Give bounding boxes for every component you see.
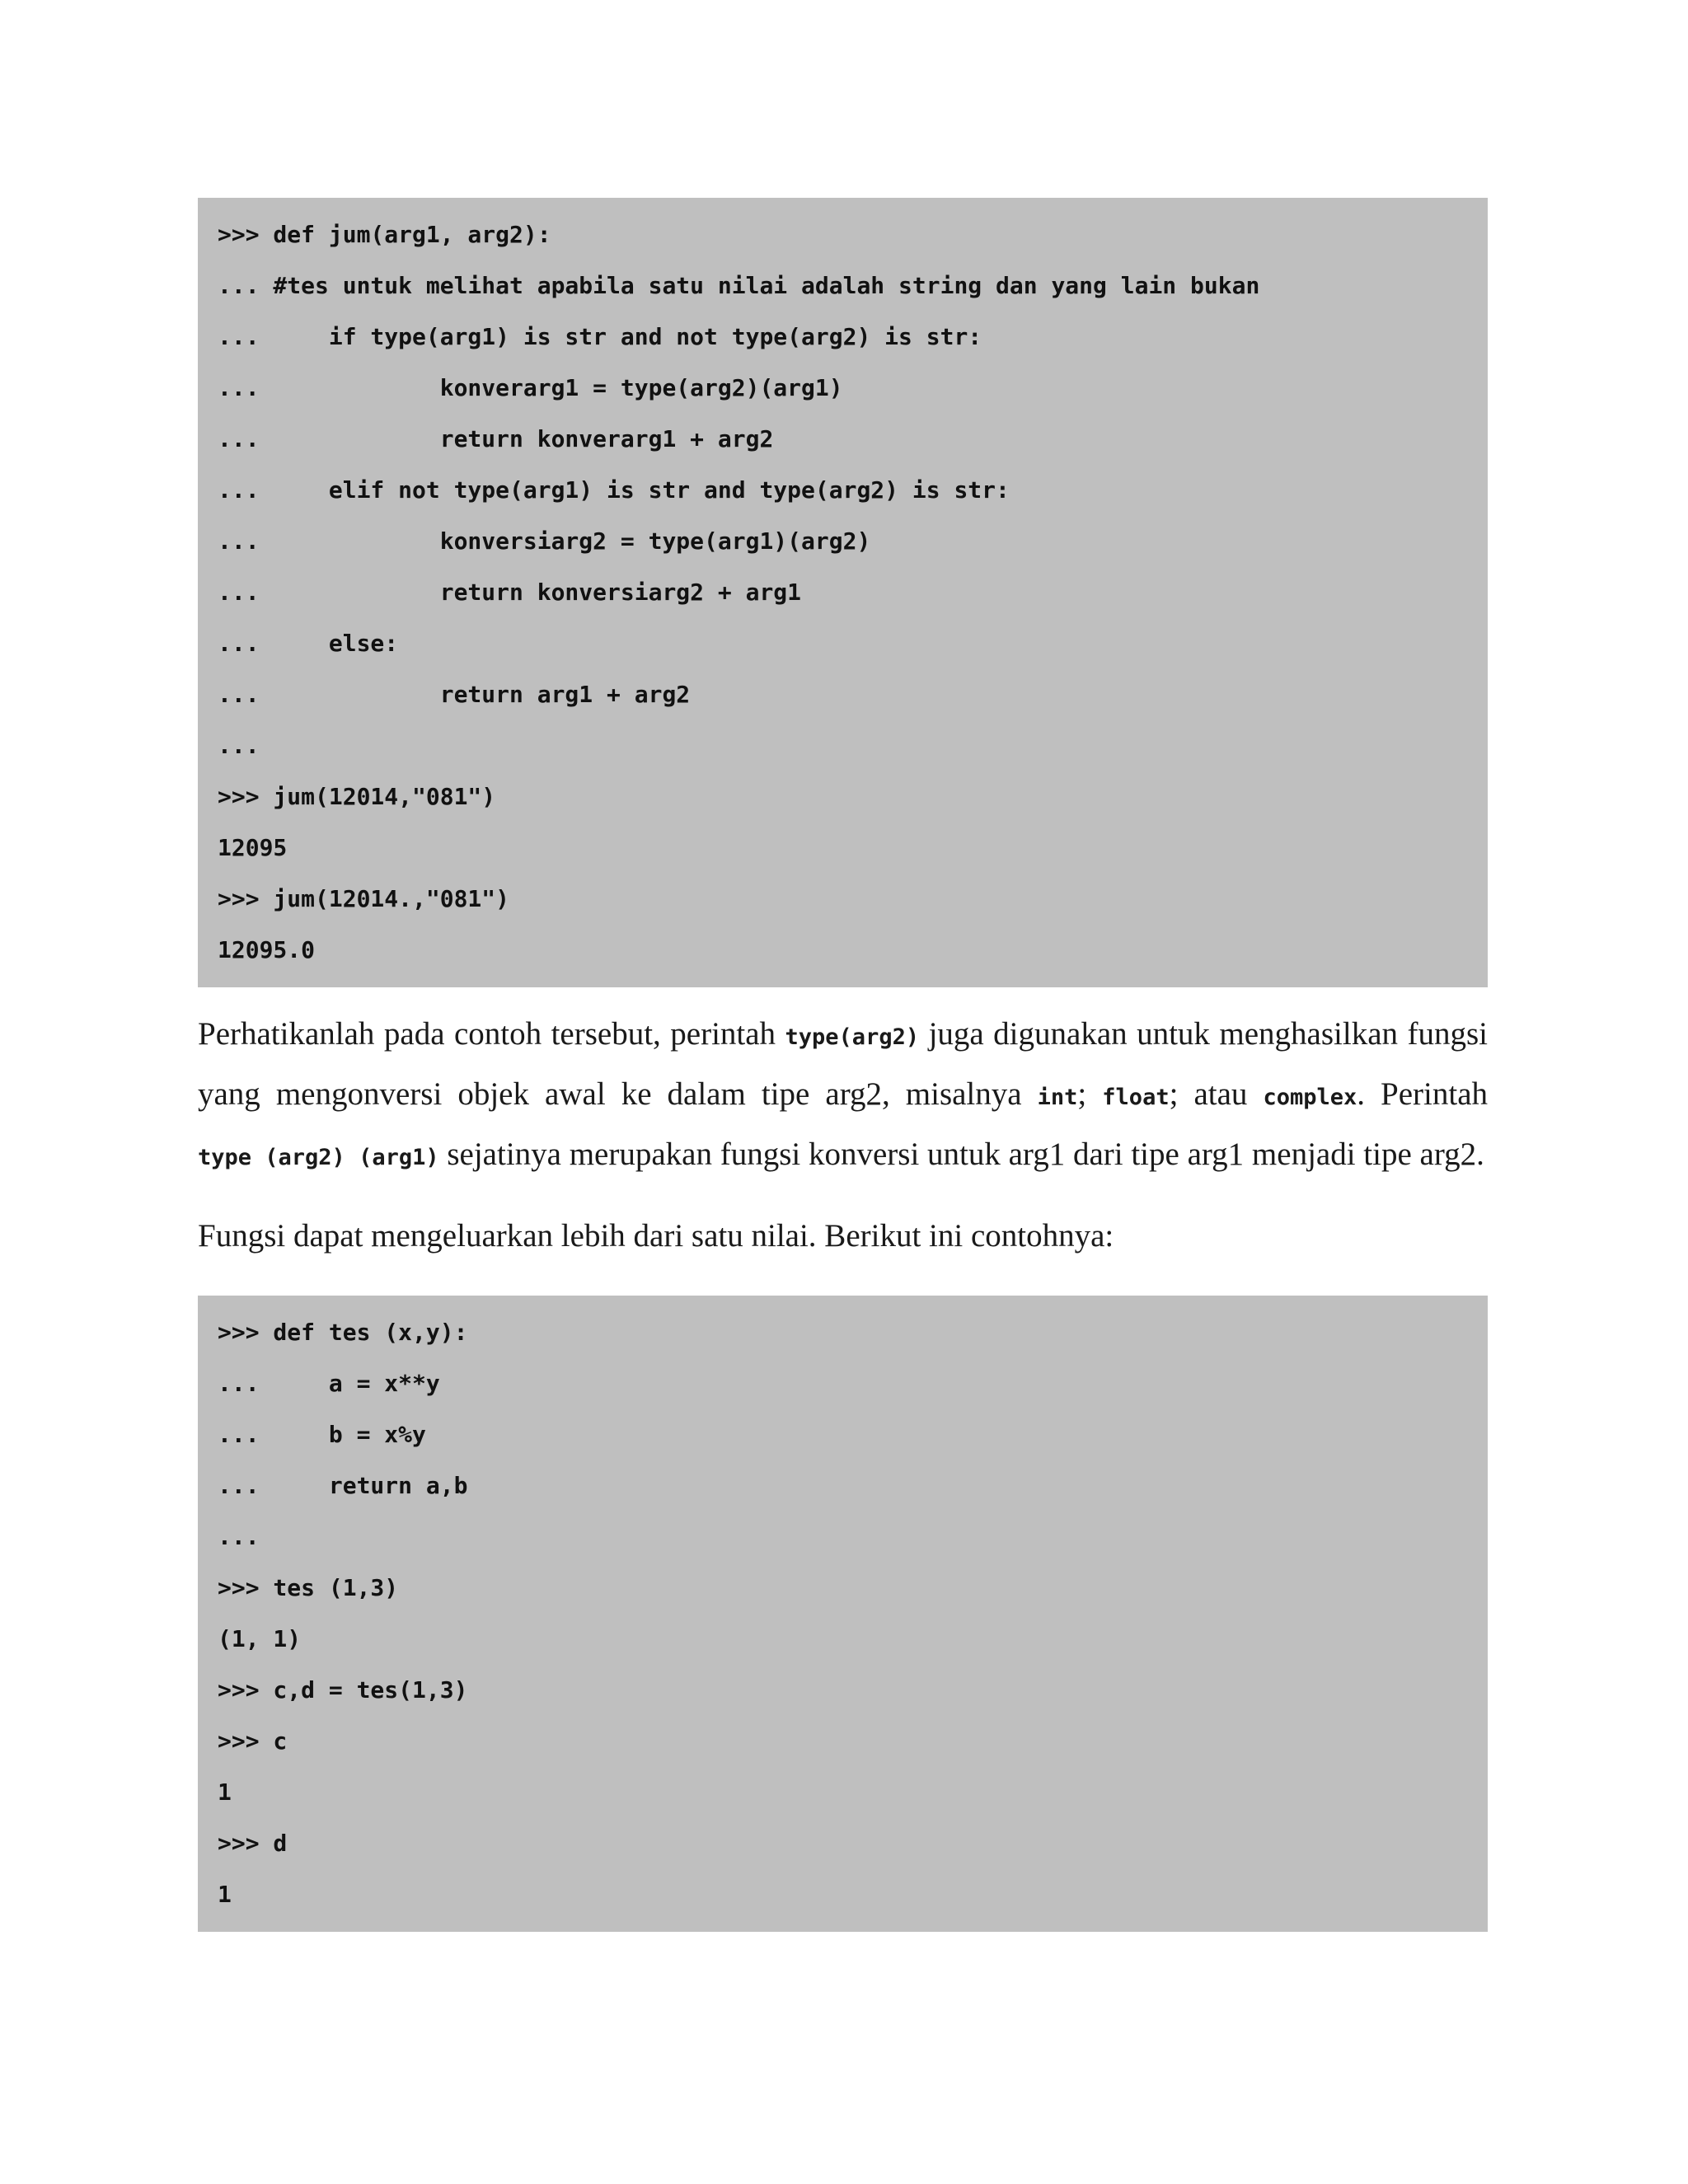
inline-code-complex: complex <box>1263 1085 1357 1110</box>
code-line: >>> jum(12014,"081") <box>218 783 496 810</box>
code-line: ... <box>218 732 260 759</box>
explanation-paragraph <box>198 1005 1488 1186</box>
code-line: >>> c,d = tes(1,3) <box>218 1676 468 1704</box>
code-line: ... if type(arg1) is str and not type(arg2) is str: <box>218 323 982 350</box>
code-line: 1 <box>218 1779 232 1806</box>
code-line: 12095 <box>218 834 288 861</box>
document-page <box>198 198 1488 1932</box>
code-line: ... <box>218 1523 260 1550</box>
paragraph-text: sejatinya merupakan fungsi konversi untuk arg1 dari tipe arg1 menjadi tipe arg2. <box>438 1137 1484 1172</box>
code-line: ... else: <box>218 630 399 657</box>
paragraph-text: Perhatikanlah pada contoh tersebut, perintah <box>198 1016 785 1052</box>
code-line: >>> def jum(arg1, arg2): <box>218 221 551 248</box>
code-line: (1, 1) <box>218 1625 302 1652</box>
intro-paragraph: Fungsi dapat mengeluarkan lebih dari satu nilai. Berikut ini contohnya: <box>198 1218 1114 1254</box>
code-line: >>> d <box>218 1830 288 1857</box>
paragraph-text: juga digunakan untuk menghasilkan fungsi yang mengonversi objek awal ke dalam tipe arg2, misalnya <box>198 1016 1488 1112</box>
inline-code-float: float <box>1102 1085 1170 1110</box>
inline-code-type-conversion: type (arg2) (arg1) <box>198 1145 439 1170</box>
paragraph-text: ; <box>1077 1076 1103 1112</box>
code-block-jum <box>198 198 1488 987</box>
code-line: 1 <box>218 1881 232 1908</box>
code-line: ... #tes untuk melihat apabila satu nilai adalah string dan yang lain bukan <box>218 272 1260 299</box>
code-line: ... return a,b <box>218 1472 468 1499</box>
code-line: ... b = x%y <box>218 1421 426 1448</box>
code-line: ... konversiarg2 = type(arg1)(arg2) <box>218 527 871 555</box>
code-block-tes <box>198 1296 1488 1932</box>
paragraph-text: ; atau <box>1169 1076 1264 1112</box>
code-line: ... return konverarg1 + arg2 <box>218 425 774 452</box>
inline-code-int: int <box>1037 1085 1078 1110</box>
paragraph-text: . Perintah <box>1357 1076 1489 1112</box>
code-line: ... elif not type(arg1) is str and type(arg2) is str: <box>218 476 1010 504</box>
code-line: >>> c <box>218 1727 288 1755</box>
inline-code-type-arg2: type(arg2) <box>785 1024 920 1050</box>
code-line: 12095.0 <box>218 936 316 963</box>
code-line: >>> tes (1,3) <box>218 1574 399 1601</box>
code-line: >>> jum(12014.,"081") <box>218 885 510 912</box>
code-line: >>> def tes (x,y): <box>218 1319 468 1346</box>
code-line: ... return arg1 + arg2 <box>218 681 691 708</box>
code-line: ... konverarg1 = type(arg2)(arg1) <box>218 374 843 401</box>
code-line: ... return konversiarg2 + arg1 <box>218 579 802 606</box>
code-line: ... a = x**y <box>218 1370 440 1397</box>
